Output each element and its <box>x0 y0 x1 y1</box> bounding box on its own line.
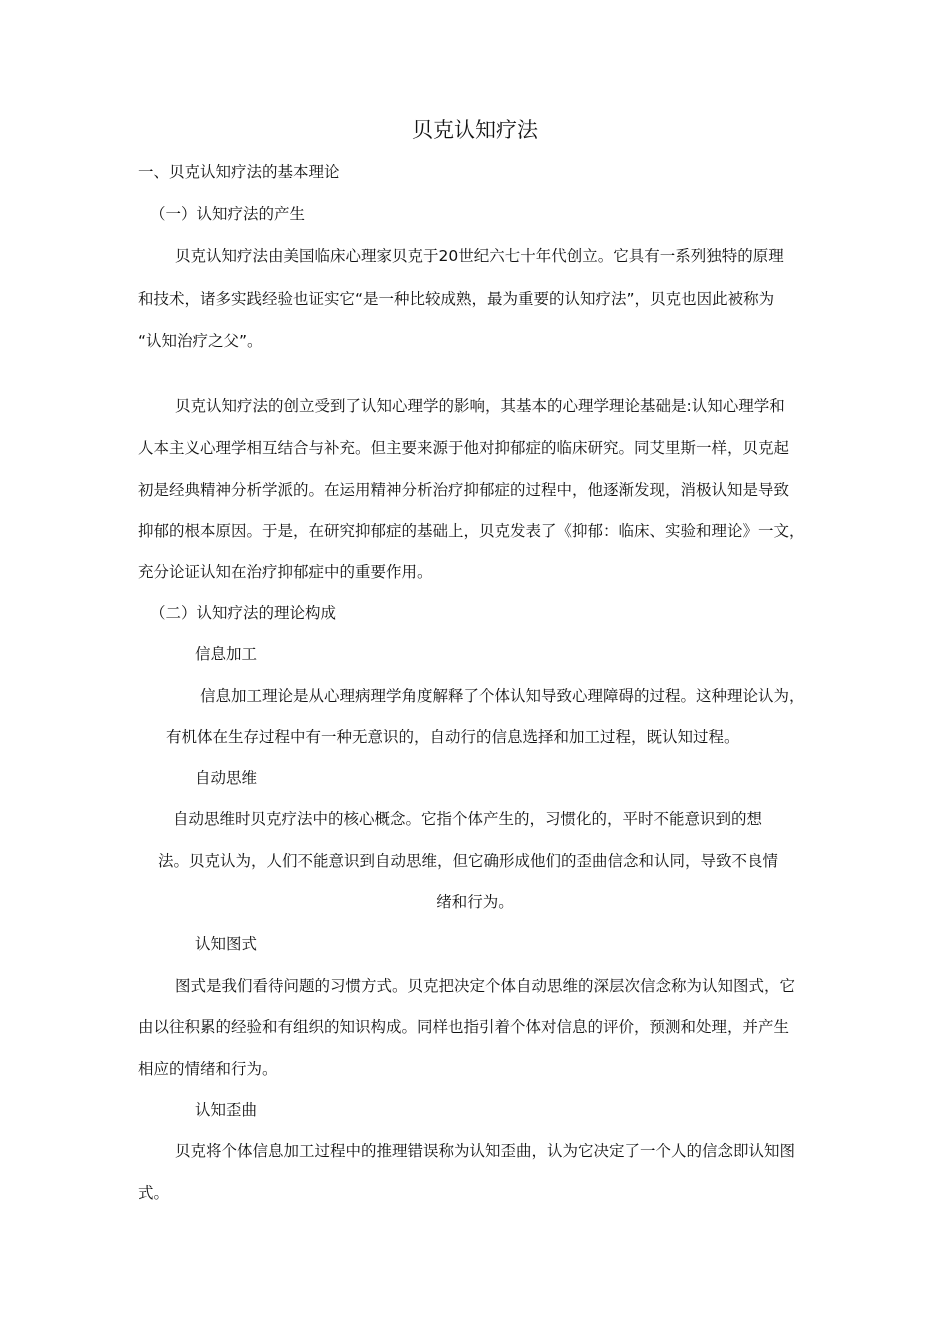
topic-heading-automatic-thoughts: 自动思维 <box>195 769 258 787</box>
paragraph-line: 有机体在生存过程中有一种无意识的，自动行的信息选择和加工过程，既认知过程。 <box>166 728 740 746</box>
paragraph-line: 相应的情绪和行为。 <box>138 1060 278 1078</box>
paragraph-line: 和技术，诸多实践经验也证实它“是一种比较成熟，最为重要的认知疗法”，贝克也因此被称为 <box>138 290 775 308</box>
topic-heading-info-processing: 信息加工 <box>195 645 258 663</box>
paragraph-line: 自动思维时贝克疗法中的核心概念。它指个体产生的，习惯化的，平时不能意识到的想 <box>173 810 763 828</box>
topic-heading-cognitive-distortion: 认知歪曲 <box>195 1101 258 1119</box>
document-title: 贝克认知疗法 <box>412 118 538 142</box>
paragraph-line: 信息加工理论是从心理病理学角度解释了个体认知导致心理障碍的过程。这种理论认为， <box>200 687 805 705</box>
paragraph-line-centered: 绪和行为。 <box>436 893 514 911</box>
paragraph-line: 图式是我们看待问题的习惯方式。贝克把决定个体自动思维的深层次信念称为认知图式，它 <box>175 977 796 995</box>
paragraph-line: “认知治疗之父”。 <box>138 332 263 350</box>
paragraph-line: 由以往积累的经验和有组织的知识构成。同样也指引着个体对信息的评价，预测和处理，并产生 <box>138 1018 790 1036</box>
paragraph-line: 充分论证认知在治疗抑郁症中的重要作用。 <box>138 563 433 581</box>
paragraph-line: 人本主义心理学相互结合与补充。但主要来源于他对抑郁症的临床研究。同艾里斯一样，贝克起 <box>138 439 790 457</box>
paragraph-line: 法。贝克认为，人们不能意识到自动思维，但它确形成他们的歪曲信念和认同，导致不良情 <box>158 852 779 870</box>
section-heading: 一、贝克认知疗法的基本理论 <box>138 163 340 181</box>
paragraph-line: 贝克认知疗法由美国临床心理家贝克于20世纪六七十年代创立。它具有一系列独特的原理 <box>175 247 784 265</box>
subsection-heading-origin: （一）认知疗法的产生 <box>150 205 306 223</box>
paragraph-line: 贝克认知疗法的创立受到了认知心理学的影响，其基本的心理学理论基础是:认知心理学和 <box>175 397 785 415</box>
paragraph-line: 贝克将个体信息加工过程中的推理错误称为认知歪曲，认为它决定了一个人的信念即认知图 <box>175 1142 796 1160</box>
paragraph-line: 抑郁的根本原因。于是，在研究抑郁症的基础上，贝克发表了《抑郁：临床、实验和理论》一文， <box>138 522 805 540</box>
paragraph-line: 式。 <box>138 1184 170 1202</box>
topic-heading-cognitive-schema: 认知图式 <box>195 935 258 953</box>
paragraph-line: 初是经典精神分析学派的。在运用精神分析治疗抑郁症的过程中，他逐渐发现，消极认知是导致 <box>138 481 790 499</box>
subsection-heading-theory: （二）认知疗法的理论构成 <box>150 604 337 622</box>
